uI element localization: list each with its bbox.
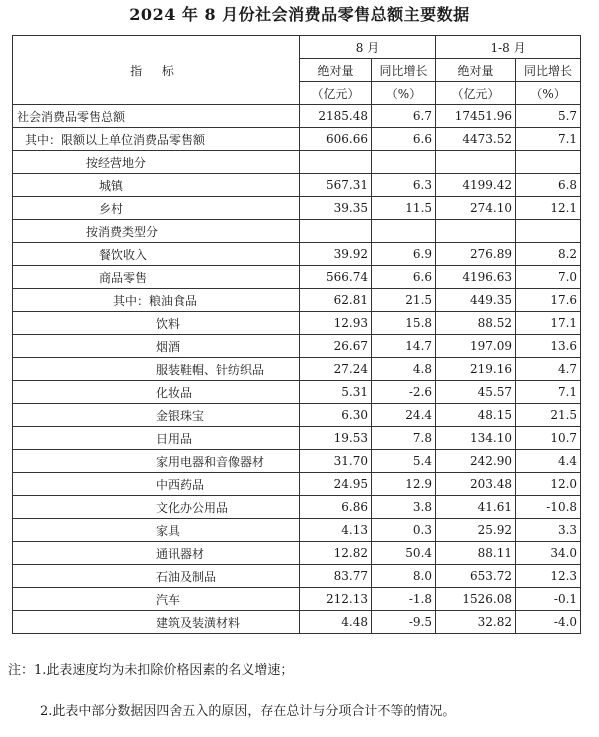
table-row	[13, 473, 581, 496]
row-label: 化妆品	[13, 381, 300, 404]
row-label: 建筑及装潢材料	[13, 611, 300, 634]
row-label: 汽车	[13, 588, 300, 611]
cell-month-abs: 83.77	[300, 565, 372, 588]
cell-ytd-abs: 4196.63	[436, 266, 516, 289]
cell-ytd-abs: 17451.96	[436, 105, 516, 128]
cell-month-yoy: 4.8	[372, 358, 436, 381]
cell-ytd-yoy: 7.0	[516, 266, 581, 289]
cell-month-abs: 4.48	[300, 611, 372, 634]
cell-month-abs: 19.53	[300, 427, 372, 450]
cell-ytd-abs: 88.52	[436, 312, 516, 335]
cell-ytd-abs: 653.72	[436, 565, 516, 588]
unit-abs-month: （亿元）	[300, 82, 372, 105]
indicator-header: 指 标	[13, 36, 300, 105]
cell-ytd-abs	[436, 151, 516, 174]
row-label: 石油及制品	[13, 565, 300, 588]
cell-ytd-abs: 32.82	[436, 611, 516, 634]
row-label: 其中：限额以上单位消费品零售额	[13, 128, 300, 151]
cell-month-abs: 212.13	[300, 588, 372, 611]
cell-month-yoy: 6.3	[372, 174, 436, 197]
retail-sales-table	[12, 35, 581, 634]
cell-ytd-yoy: -0.1	[516, 588, 581, 611]
cell-month-abs: 567.31	[300, 174, 372, 197]
cell-ytd-yoy: 7.1	[516, 128, 581, 151]
cell-month-abs: 2185.48	[300, 105, 372, 128]
cell-ytd-abs: 219.16	[436, 358, 516, 381]
cell-ytd-yoy: 12.3	[516, 565, 581, 588]
cell-month-yoy	[372, 151, 436, 174]
cell-month-abs: 24.95	[300, 473, 372, 496]
cell-ytd-abs: 203.48	[436, 473, 516, 496]
row-label: 金银珠宝	[13, 404, 300, 427]
table-row	[13, 151, 581, 174]
cell-month-yoy: 21.5	[372, 289, 436, 312]
row-label: 服装鞋帽、针纺织品	[13, 358, 300, 381]
row-label: 中西药品	[13, 473, 300, 496]
table-row	[13, 611, 581, 634]
cell-month-yoy: 12.9	[372, 473, 436, 496]
cell-ytd-yoy: 13.6	[516, 335, 581, 358]
table-row	[13, 496, 581, 519]
cell-ytd-yoy: 7.1	[516, 381, 581, 404]
cell-ytd-yoy: 10.7	[516, 427, 581, 450]
cell-month-abs: 6.30	[300, 404, 372, 427]
period-header-ytd: 1-8 月	[436, 36, 581, 59]
note-1: 注：1.此表速度均为未扣除价格因素的名义增速；	[8, 663, 294, 678]
row-label: 按消费类型分	[13, 220, 300, 243]
cell-month-yoy: 24.4	[372, 404, 436, 427]
cell-month-abs: 5.31	[300, 381, 372, 404]
cell-ytd-yoy: 8.2	[516, 243, 581, 266]
cell-month-abs: 31.70	[300, 450, 372, 473]
cell-month-abs: 12.82	[300, 542, 372, 565]
cell-month-abs: 62.81	[300, 289, 372, 312]
unit-abs-ytd: （亿元）	[436, 82, 516, 105]
row-label: 餐饮收入	[13, 243, 300, 266]
cell-month-yoy: 0.3	[372, 519, 436, 542]
row-label: 社会消费品零售总额	[13, 105, 300, 128]
cell-ytd-abs: 88.11	[436, 542, 516, 565]
cell-ytd-abs: 4199.42	[436, 174, 516, 197]
cell-ytd-abs: 48.15	[436, 404, 516, 427]
cell-ytd-abs: 1526.08	[436, 588, 516, 611]
table-row	[13, 289, 581, 312]
cell-month-abs: 566.74	[300, 266, 372, 289]
table-row	[13, 128, 581, 151]
cell-ytd-yoy: 4.7	[516, 358, 581, 381]
row-label: 家具	[13, 519, 300, 542]
table-row	[13, 312, 581, 335]
cell-ytd-abs: 25.92	[436, 519, 516, 542]
row-label: 饮料	[13, 312, 300, 335]
cell-month-abs	[300, 151, 372, 174]
cell-month-yoy: 11.5	[372, 197, 436, 220]
cell-ytd-yoy: 3.3	[516, 519, 581, 542]
table-row	[13, 335, 581, 358]
table-row	[13, 450, 581, 473]
cell-ytd-abs: 449.35	[436, 289, 516, 312]
cell-month-yoy: 50.4	[372, 542, 436, 565]
cell-ytd-abs: 134.10	[436, 427, 516, 450]
cell-month-abs: 27.24	[300, 358, 372, 381]
cell-month-abs: 39.35	[300, 197, 372, 220]
cell-ytd-abs: 276.89	[436, 243, 516, 266]
cell-month-yoy: 5.4	[372, 450, 436, 473]
col-header-abs-ytd: 绝对量	[436, 59, 516, 82]
cell-ytd-yoy	[516, 151, 581, 174]
cell-month-yoy	[372, 220, 436, 243]
cell-ytd-yoy: 12.1	[516, 197, 581, 220]
table-row	[13, 381, 581, 404]
cell-ytd-yoy: 21.5	[516, 404, 581, 427]
cell-ytd-yoy: 17.6	[516, 289, 581, 312]
cell-month-yoy: -1.8	[372, 588, 436, 611]
cell-ytd-yoy: -4.0	[516, 611, 581, 634]
row-label: 其中：粮油食品	[13, 289, 300, 312]
table-row	[13, 105, 581, 128]
cell-month-yoy: 6.7	[372, 105, 436, 128]
table-row	[13, 266, 581, 289]
table-row	[13, 220, 581, 243]
table-row	[13, 358, 581, 381]
cell-ytd-yoy: -10.8	[516, 496, 581, 519]
cell-month-yoy: 15.8	[372, 312, 436, 335]
row-label: 乡村	[13, 197, 300, 220]
table-body	[13, 105, 581, 634]
col-header-yoy-ytd: 同比增长	[516, 59, 581, 82]
cell-ytd-abs: 45.57	[436, 381, 516, 404]
cell-month-yoy: 6.6	[372, 266, 436, 289]
col-header-yoy-month: 同比增长	[372, 59, 436, 82]
cell-month-abs: 606.66	[300, 128, 372, 151]
cell-ytd-yoy: 34.0	[516, 542, 581, 565]
cell-ytd-abs: 4473.52	[436, 128, 516, 151]
row-label: 文化办公用品	[13, 496, 300, 519]
row-label: 城镇	[13, 174, 300, 197]
table-row	[13, 542, 581, 565]
unit-yoy-month: （%）	[372, 82, 436, 105]
cell-month-yoy: 8.0	[372, 565, 436, 588]
cell-month-abs	[300, 220, 372, 243]
cell-ytd-yoy: 6.8	[516, 174, 581, 197]
row-label: 日用品	[13, 427, 300, 450]
cell-month-yoy: 6.6	[372, 128, 436, 151]
cell-ytd-abs	[436, 220, 516, 243]
note-2: 2.此表中部分数据因四舍五入的原因，存在总计与分项合计不等的情况。	[40, 704, 456, 719]
cell-month-abs: 39.92	[300, 243, 372, 266]
cell-ytd-abs: 274.10	[436, 197, 516, 220]
cell-month-abs: 12.93	[300, 312, 372, 335]
table-row	[13, 174, 581, 197]
unit-yoy-ytd: （%）	[516, 82, 581, 105]
cell-month-yoy: 3.8	[372, 496, 436, 519]
cell-ytd-yoy: 5.7	[516, 105, 581, 128]
cell-ytd-abs: 41.61	[436, 496, 516, 519]
period-header-month: 8 月	[300, 36, 436, 59]
cell-ytd-abs: 242.90	[436, 450, 516, 473]
cell-month-yoy: 7.8	[372, 427, 436, 450]
cell-month-abs: 6.86	[300, 496, 372, 519]
cell-ytd-abs: 197.09	[436, 335, 516, 358]
cell-ytd-yoy: 4.4	[516, 450, 581, 473]
table-row	[13, 588, 581, 611]
table-row	[13, 565, 581, 588]
row-label: 按经营地分	[13, 151, 300, 174]
page-title: 2024 年 8 月份社会消费品零售总额主要数据	[129, 5, 470, 24]
cell-month-yoy: 14.7	[372, 335, 436, 358]
cell-month-abs: 4.13	[300, 519, 372, 542]
table-row	[13, 243, 581, 266]
table-row	[13, 404, 581, 427]
cell-ytd-yoy	[516, 220, 581, 243]
row-label: 商品零售	[13, 266, 300, 289]
row-label: 烟酒	[13, 335, 300, 358]
cell-ytd-yoy: 17.1	[516, 312, 581, 335]
col-header-abs-month: 绝对量	[300, 59, 372, 82]
cell-ytd-yoy: 12.0	[516, 473, 581, 496]
table-row	[13, 519, 581, 542]
cell-month-yoy: -9.5	[372, 611, 436, 634]
cell-month-yoy: 6.9	[372, 243, 436, 266]
cell-month-abs: 26.67	[300, 335, 372, 358]
row-label: 家用电器和音像器材	[13, 450, 300, 473]
table-row	[13, 197, 581, 220]
row-label: 通讯器材	[13, 542, 300, 565]
cell-month-yoy: -2.6	[372, 381, 436, 404]
table-row	[13, 427, 581, 450]
